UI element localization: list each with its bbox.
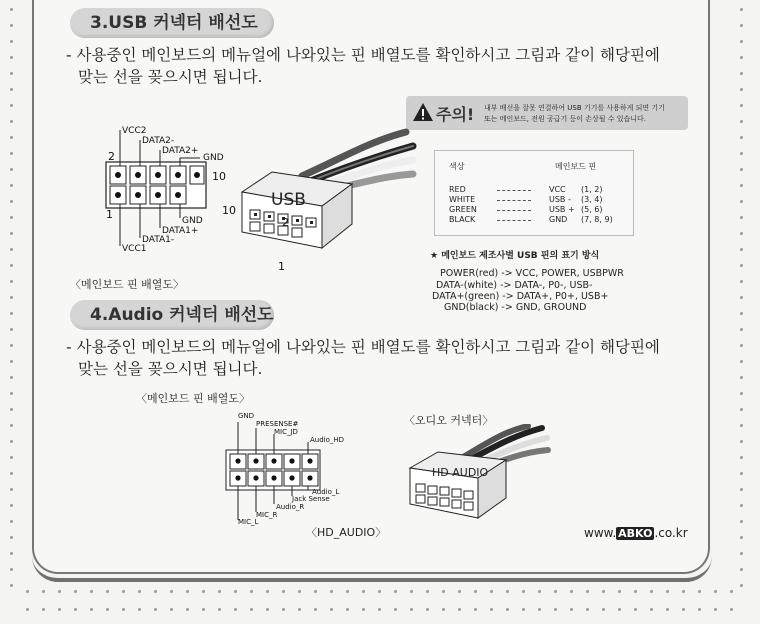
table-row-pins: (3, 4) <box>581 195 603 204</box>
usb-notation-line: POWER(red) -> VCC, POWER, USBPWR <box>440 268 624 279</box>
caution-line2: 또는 메인보드, 전원 공급기 등이 손상될 수 있습니다. <box>484 115 647 123</box>
border-dot <box>522 608 525 611</box>
border-dot <box>170 590 173 593</box>
border-dot <box>474 590 477 593</box>
border-dot <box>740 376 743 379</box>
border-dot <box>474 608 477 611</box>
border-dot <box>218 590 221 593</box>
table-header-color: 색상 <box>449 162 465 171</box>
border-dot <box>522 590 525 593</box>
usb-pin-label-vcc1: VCC1 <box>122 244 147 254</box>
border-dot <box>298 608 301 611</box>
usb-connector-number-10: 10 <box>222 204 236 217</box>
usb-mainboard-caption: 〈메인보드 핀 배열도〉 <box>70 278 185 291</box>
border-dot <box>314 590 317 593</box>
border-dot <box>42 590 45 593</box>
border-dot <box>250 590 253 593</box>
border-dot <box>10 376 13 379</box>
table-row-signal: USB + <box>549 205 575 214</box>
border-dot <box>314 608 317 611</box>
border-dot <box>10 552 13 555</box>
border-dot <box>266 590 269 593</box>
border-dot <box>554 590 557 593</box>
usb-pin-label-data2-plus: DATA2+ <box>162 146 199 156</box>
border-dot <box>740 24 743 27</box>
border-dot <box>394 608 397 611</box>
border-dot <box>202 590 205 593</box>
border-dot <box>10 72 13 75</box>
audio-pin-label-mic-r: MIC_R <box>256 511 278 519</box>
usb-pin-label-gnd-bottom: GND <box>182 216 203 226</box>
table-row-color: RED <box>449 185 466 194</box>
border-dot <box>442 608 445 611</box>
border-dot <box>10 104 13 107</box>
table-row-dash <box>497 210 531 211</box>
border-dot <box>538 590 541 593</box>
border-dot <box>138 608 141 611</box>
border-dot <box>730 608 733 611</box>
usb-notation-line: DATA+(green) -> DATA+, P0+, USB+ <box>432 291 609 302</box>
border-dot <box>740 72 743 75</box>
border-dot <box>714 590 717 593</box>
border-dot <box>538 608 541 611</box>
border-dot <box>10 440 13 443</box>
table-row-dash <box>497 200 531 201</box>
border-dot <box>10 488 13 491</box>
hd-audio-connector-label: HD AUDIO <box>432 466 489 479</box>
border-dot <box>740 232 743 235</box>
border-dot <box>42 608 45 611</box>
border-dot <box>740 344 743 347</box>
usb-pin-label-data1-plus: DATA1+ <box>162 226 199 236</box>
border-dot <box>740 184 743 187</box>
caution-title: 주의! <box>436 105 475 124</box>
border-dot <box>740 328 743 331</box>
border-dot <box>740 40 743 43</box>
border-dot <box>10 8 13 11</box>
border-dot <box>740 424 743 427</box>
border-dot <box>122 608 125 611</box>
www-prefix: www. <box>584 526 617 540</box>
border-dot <box>330 608 333 611</box>
border-dot <box>740 280 743 283</box>
audio-pin-label-audio-r: Audio_R <box>276 503 305 511</box>
border-dot <box>362 608 365 611</box>
border-dot <box>682 590 685 593</box>
table-header-pin: 메인보드 핀 <box>555 162 597 171</box>
border-dot <box>650 608 653 611</box>
border-dot <box>740 472 743 475</box>
border-dot <box>740 536 743 539</box>
border-dot <box>740 216 743 219</box>
border-dot <box>740 440 743 443</box>
table-row-pins: (5, 6) <box>581 205 603 214</box>
border-dot <box>10 472 13 475</box>
border-dot <box>698 590 701 593</box>
border-dot <box>106 590 109 593</box>
border-dot <box>10 328 13 331</box>
usb-pin-label-vcc2: VCC2 <box>122 126 147 136</box>
border-dot <box>740 168 743 171</box>
border-dot <box>426 608 429 611</box>
border-dot <box>186 590 189 593</box>
border-dot <box>234 590 237 593</box>
border-dot <box>666 590 669 593</box>
table-row-color: GREEN <box>449 205 477 214</box>
border-dot <box>602 608 605 611</box>
border-dot <box>634 590 637 593</box>
usb-pin-number-2: 2 <box>108 150 115 163</box>
border-dot <box>138 590 141 593</box>
border-dot <box>378 590 381 593</box>
border-dot <box>90 608 93 611</box>
border-dot <box>586 608 589 611</box>
usb-connector-label: USB <box>271 190 306 210</box>
border-dot <box>10 408 13 411</box>
border-dot <box>90 590 93 593</box>
border-dot <box>10 264 13 267</box>
border-dot <box>442 590 445 593</box>
border-dot <box>740 264 743 267</box>
border-dot <box>740 360 743 363</box>
usb-instruction-line1: - 사용중인 메인보드의 메뉴얼에 나와있는 핀 배열도를 확인하시고 그림과 같이 해당핀에 <box>66 46 660 64</box>
border-dot <box>740 136 743 139</box>
border-dot <box>394 590 397 593</box>
border-dot <box>740 456 743 459</box>
border-dot <box>10 168 13 171</box>
abko-logo: ABKO <box>618 527 653 540</box>
border-dot <box>634 608 637 611</box>
audio-mainboard-caption: 〈메인보드 핀 배열도〉 <box>136 392 251 405</box>
border-dot <box>10 568 13 571</box>
border-dot <box>26 608 29 611</box>
border-dot <box>10 200 13 203</box>
audio-pin-label-jack-sense: Jack Sense <box>292 495 330 503</box>
border-dot <box>106 608 109 611</box>
border-dot <box>298 590 301 593</box>
border-dot <box>10 248 13 251</box>
border-dot <box>10 232 13 235</box>
border-dot <box>740 552 743 555</box>
border-dot <box>10 312 13 315</box>
border-dot <box>378 608 381 611</box>
table-row-dash <box>497 190 531 191</box>
usb-pin-label-data1-minus: DATA1- <box>142 235 175 245</box>
border-dot <box>740 568 743 571</box>
audio-pin-label-gnd: GND <box>238 412 255 420</box>
border-dot <box>10 136 13 139</box>
border-dot <box>10 152 13 155</box>
border-dot <box>186 608 189 611</box>
border-dot <box>10 392 13 395</box>
border-dot <box>458 608 461 611</box>
border-dot <box>10 216 13 219</box>
border-dot <box>10 536 13 539</box>
border-dot <box>362 590 365 593</box>
border-dot <box>740 296 743 299</box>
border-dot <box>740 88 743 91</box>
border-dot <box>740 104 743 107</box>
border-dot <box>218 608 221 611</box>
border-dot <box>666 608 669 611</box>
border-dot <box>506 590 509 593</box>
border-dot <box>714 608 717 611</box>
table-row-signal: VCC <box>549 185 566 194</box>
border-dot <box>602 590 605 593</box>
website-url[interactable] <box>584 526 688 540</box>
border-dot <box>266 608 269 611</box>
table-row-pins: (7, 8, 9) <box>581 215 613 224</box>
border-dot <box>282 590 285 593</box>
border-dot <box>346 608 349 611</box>
audio-pin-label-audio-l: Audio_L <box>312 488 340 496</box>
border-dot <box>58 608 61 611</box>
border-dot <box>650 590 653 593</box>
border-dot <box>740 408 743 411</box>
www-suffix: .co.kr <box>654 526 688 540</box>
table-row-color: BLACK <box>449 215 476 224</box>
border-dot <box>570 590 573 593</box>
border-dot <box>698 608 701 611</box>
border-dot <box>740 200 743 203</box>
border-dot <box>10 184 13 187</box>
usb-notation-title: ★ 메인보드 제조사별 USB 핀의 표기 방식 <box>430 251 600 261</box>
border-dot <box>426 590 429 593</box>
audio-instruction-line2: 맞는 선을 꽂으시면 됩니다. <box>78 360 263 378</box>
border-dot <box>10 456 13 459</box>
border-dot <box>282 608 285 611</box>
border-dot <box>740 312 743 315</box>
audio-instruction-line1: - 사용중인 메인보드의 메뉴얼에 나와있는 핀 배열도를 확인하시고 그림과 같이 해당핀에 <box>66 338 660 356</box>
border-dot <box>202 608 205 611</box>
border-dot <box>740 520 743 523</box>
border-dot <box>10 360 13 363</box>
border-dot <box>170 608 173 611</box>
border-dot <box>10 56 13 59</box>
border-dot <box>10 40 13 43</box>
border-dot <box>10 504 13 507</box>
border-dot <box>154 608 157 611</box>
caution-line1: 내부 배선을 잘못 연결하여 USB 기기를 사용하게 되면 기기 <box>484 104 665 112</box>
border-dot <box>122 590 125 593</box>
border-dot <box>234 608 237 611</box>
border-dot <box>618 608 621 611</box>
border-dot <box>506 608 509 611</box>
border-dot <box>58 590 61 593</box>
border-dot <box>10 424 13 427</box>
border-dot <box>10 584 13 587</box>
border-dot <box>10 24 13 27</box>
hd-audio-caption: 〈HD_AUDIO〉 <box>306 526 387 539</box>
audio-connector-caption: 〈오디오 커넥터〉 <box>404 414 494 427</box>
audio-pin-label-mic-jd: MIC_JD <box>274 428 298 436</box>
table-row-signal: GND <box>549 215 568 224</box>
border-dot <box>26 590 29 593</box>
usb-instruction-line2: 맞는 선을 꽂으시면 됩니다. <box>78 68 263 86</box>
usb-pin-number-1: 1 <box>106 208 113 221</box>
border-dot <box>740 488 743 491</box>
table-row-pins: (1, 2) <box>581 185 603 194</box>
border-dot <box>490 608 493 611</box>
table-row-signal: USB - <box>549 195 571 204</box>
audio-pin-label-presense: PRESENSE# <box>256 420 299 428</box>
border-dot <box>682 608 685 611</box>
border-dot <box>586 590 589 593</box>
usb-connector-number-1: 1 <box>278 260 285 273</box>
border-dot <box>10 296 13 299</box>
page-shadow <box>32 556 712 582</box>
border-dot <box>618 590 621 593</box>
border-dot <box>740 504 743 507</box>
usb-connector-drawing <box>228 126 418 262</box>
border-dot <box>740 120 743 123</box>
caution-box <box>406 96 688 130</box>
border-dot <box>10 520 13 523</box>
border-dot <box>740 152 743 155</box>
border-dot <box>410 590 413 593</box>
border-dot <box>740 584 743 587</box>
usb-notation-line: GND(black) -> GND, GROUND <box>444 302 587 313</box>
border-dot <box>490 590 493 593</box>
border-dot <box>154 590 157 593</box>
border-dot <box>10 88 13 91</box>
usb-connector-number-2: 2 <box>282 216 289 229</box>
border-dot <box>570 608 573 611</box>
border-dot <box>346 590 349 593</box>
border-dot <box>10 344 13 347</box>
audio-section-title: 4.Audio 커넥터 배선도 <box>70 300 274 330</box>
warning-icon <box>412 102 434 122</box>
border-dot <box>740 392 743 395</box>
border-dot <box>554 608 557 611</box>
border-dot <box>410 608 413 611</box>
audio-pin-label-audio-hd: Audio_HD <box>310 436 345 444</box>
border-dot <box>74 590 77 593</box>
table-row-color: WHITE <box>449 195 476 204</box>
audio-pin-label-mic-l: MIC_L <box>238 518 259 526</box>
border-dot <box>250 608 253 611</box>
usb-notation-line: DATA-(white) -> DATA-, P0-, USB- <box>436 280 593 291</box>
usb-section-title: 3.USB 커넥터 배선도 <box>70 8 274 38</box>
border-dot <box>10 280 13 283</box>
border-dot <box>740 248 743 251</box>
usb-pin-number-10: 10 <box>212 170 226 183</box>
border-dot <box>458 590 461 593</box>
usb-color-table <box>434 150 634 236</box>
border-dot <box>10 120 13 123</box>
usb-pin-label-data2-minus: DATA2- <box>142 136 175 146</box>
border-dot <box>730 590 733 593</box>
border-dot <box>740 56 743 59</box>
border-dot <box>330 590 333 593</box>
border-dot <box>740 8 743 11</box>
usb-pin-label-gnd-top: GND <box>203 153 224 163</box>
border-dot <box>74 608 77 611</box>
table-row-dash <box>497 220 531 221</box>
